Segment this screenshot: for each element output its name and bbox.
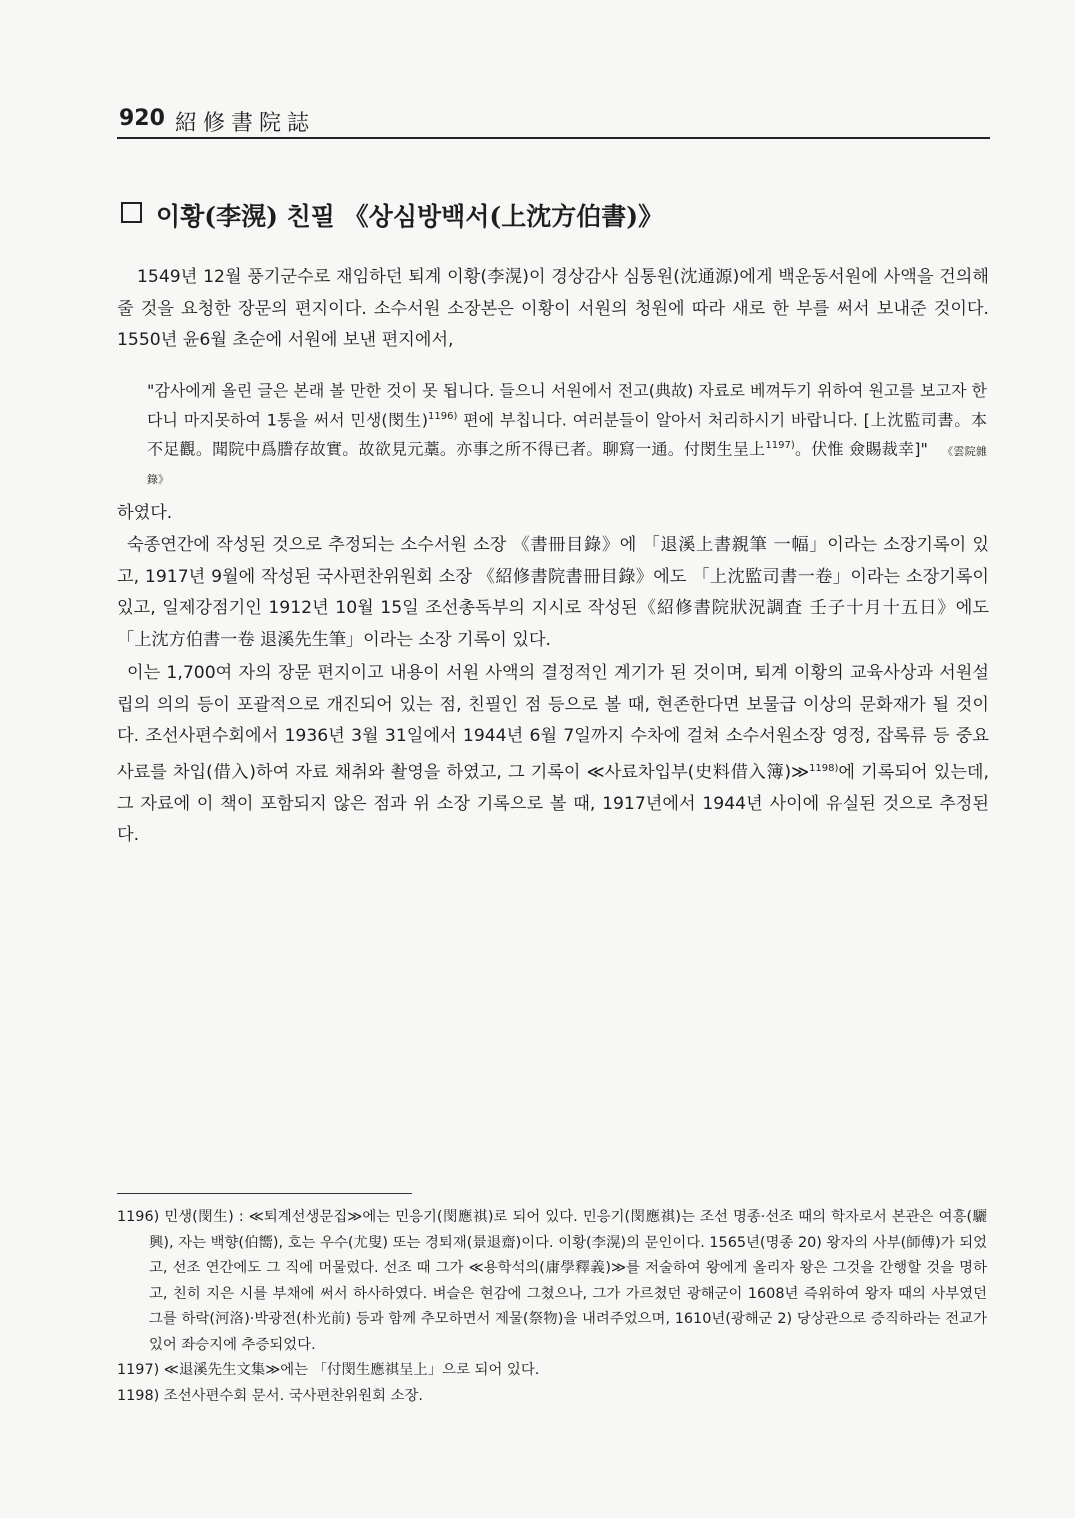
- quote-source: 《雲院雜錄》: [147, 444, 987, 486]
- quote-text-a: "감사에게 올린 글은 본래 볼 만한 것이 못 됩니다. 들으니 서원에서 전고(典故) 자료로 베껴두기 위하여 원고를 보고자 한다니 마지못하여 1통을 써서 민생(閔生): [147, 381, 987, 430]
- intro-paragraph: 1549년 12월 풍기군수로 재임하던 퇴계 이황(李滉)이 경상감사 심통원(沈通源)에게 백운동서원에 사액을 건의해줄 것을 요청한 장문의 편지이다. 소수서원 소장본은 이황이 서원의 청원에 따라 새로 한 부를 써서 보내준 것이다. 1550년 윤6월 초순에 서원에 보낸 편지에서,: [117, 267, 989, 350]
- footnote-ref-1198[interactable]: 1198): [809, 762, 839, 774]
- page-number: 920: [119, 106, 165, 131]
- section-title: [121, 197, 663, 233]
- assessment-text-b: 에 기록되어 있는데, 그 자료에 이 책이 포함되지 않은 점과 위 소장 기록으로 볼 때, 1917년에서 1944년 사이에 유실된 것으로 추정된다.: [117, 762, 989, 846]
- footnote-ref-1197[interactable]: 1197): [765, 440, 795, 452]
- footnote-ref-1196[interactable]: 1196): [428, 411, 458, 422]
- footnote-1197: 1197) ≪退溪先生文集≫에는 「付閔生應祺呈上」으로 되어 있다.: [117, 1362, 540, 1378]
- checkbox-bullet-icon: [121, 202, 142, 223]
- assessment-text-a: 이는 1,700여 자의 장문 편지이고 내용이 서원 사액의 결정적인 계기가 된 것이며, 퇴계 이황의 교육사상과 서원설립의 의의 등이 포괄적으로 개진되어 있는 점, 친필인 점 등으로 볼 때, 현존한다면 보물급 이상의 문화재가 될 것이다. 조선사편수회에서 1936년 3월 31일에서 1944년 6월 7일까지 수차에 걸쳐 소수서원소장 영정, 잡록류 등 중요 사료를 차입(借入)하여 자료 채취와 촬영을 하였고, 그 기록이 ≪사료차입부(史料借入簿)≫: [117, 663, 989, 783]
- records-paragraph: 숙종연간에 작성된 것으로 추정되는 소수서원 소장 《書冊目錄》에 「退溪上書親筆 一幅」이라는 소장기록이 있고, 1917년 9월에 작성된 국사편찬위원회 소장 《紹修書院書冊目錄》에도 「上沈監司書一卷」이라는 소장기록이 있고, 일제강점기인 1912년 10월 15일 조선총독부의 지시로 작성된《紹修書院狀況調査 壬子十月十五日》에도 「上沈方伯書一卷 退溪先生筆」이라는 소장 기록이 있다.: [117, 535, 989, 650]
- running-header: [117, 104, 990, 139]
- after-quote-text: 하였다.: [117, 503, 173, 523]
- assessment-paragraph: [117, 658, 989, 852]
- footnote-1196: 1196) 민생(閔生) : ≪퇴계선생문집≫에는 민응기(閔應祺)로 되어 있다. 민응기(閔應祺)는 조선 명종·선조 때의 학자로서 본관은 여흥(驪興), 자는 백향(伯嚮), 호는 우수(尤叟) 또는 경퇴재(景退齋)이다. 이황(李滉)의 문인이다. 1565년(명종 20) 왕자의 사부(師傅)가 되었고, 선조 연간에도 그 직에 머물렀다. 선조 때 그가 ≪용학석의(庸學釋義)≫를 저술하여 왕에게 올리자 왕은 그것을 간행할 것을 명하고, 친히 지은 시를 부채에 써서 하사하였다. 벼슬은 현감에 그쳤으나, 그가 가르쳤던 광해군이 1608년 즉위하여 왕자 때의 사부였던 그를 하락(河洛)·박광전(朴光前) 등과 함께 추모하면서 제물(祭物)을 내려주었으며, 1610년(광해군 2) 당상관으로 증직하라는 전교가 있어 좌승지에 추증되었다.: [117, 1209, 987, 1353]
- section-title-text: 이황(李滉) 친필 《상심방백서(上沈方伯書)》: [156, 202, 664, 231]
- footnote-divider: [117, 1193, 412, 1194]
- quote-text-c: 。伏惟 僉賜裁幸]": [794, 439, 928, 459]
- book-title: 紹修書院誌: [175, 111, 316, 136]
- footnotes: [117, 1205, 987, 1409]
- quote-text-b: 편에 부칩니다. 여러분들이 알아서 처리하시기 바랍니다. [上沈監司書。本不足觀。聞院中爲謄存故實。故欲見元藁。亦事之所不得已者。聊寫一通。付閔生呈上: [147, 410, 987, 459]
- block-quote: [147, 378, 987, 493]
- footnote-1198: 1198) 조선사편수회 문서. 국사편찬위원회 소장.: [117, 1387, 424, 1404]
